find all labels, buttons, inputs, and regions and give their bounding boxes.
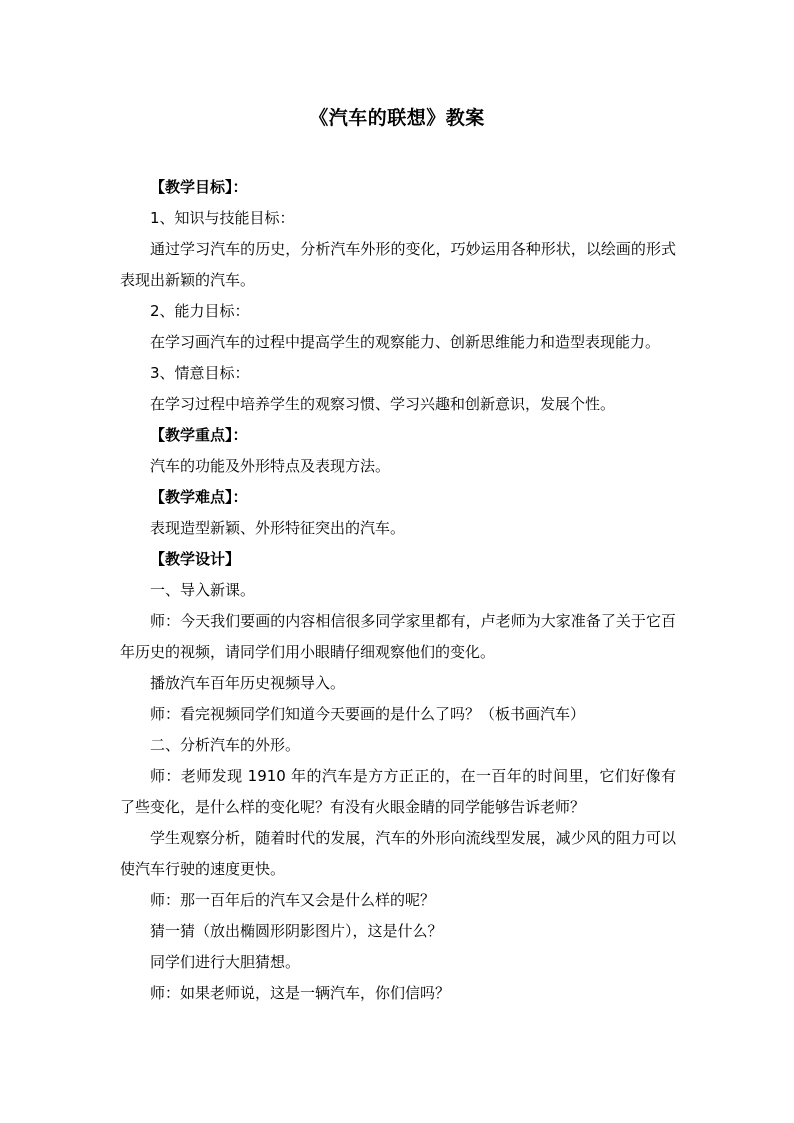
paragraph: 一、导入新课。: [150, 581, 256, 599]
paragraph: 师：如果老师说，这是一辆汽车，你们信吗？: [150, 984, 451, 1002]
section-heading-key-points: 【教学重点】：: [150, 426, 248, 444]
document-body: [120, 172, 676, 1009]
paragraph: 表现造型新颖、外形特征突出的汽车。: [150, 519, 406, 537]
paragraph: 汽车的功能及外形特点及表现方法。: [150, 457, 391, 475]
paragraph: 播放汽车百年历史视频导入。: [150, 674, 346, 692]
paragraph: 师：看完视频同学们知道今天要画的是什么了吗？（板书画汽车）: [150, 705, 586, 723]
section-heading-difficulties: 【教学难点】：: [150, 488, 248, 506]
paragraph: 师：今天我们要画的内容相信很多同学家里都有，卢老师为大家准备了关于它百年历史的视频，请同学们用小眼睛仔细观察他们的变化。: [120, 612, 676, 661]
paragraph: 在学习画汽车的过程中提高学生的观察能力、创新思维能力和造型表现能力。: [150, 333, 661, 351]
paragraph: 师：老师发现 1910 年的汽车是方方正正的，在一百年的时间里，它们好像有了些变化，是什么样的变化呢？有没有火眼金睛的同学能够告诉老师？: [120, 767, 676, 816]
paragraph: 同学们进行大胆猜想。: [150, 953, 301, 971]
paragraph: 学生观察分析，随着时代的发展，汽车的外形向流线型发展，减少风的阻力可以使汽车行驶的速度更快。: [120, 829, 676, 878]
paragraph: 3、情意目标：: [150, 364, 250, 382]
section-heading-objectives: 【教学目标】：: [150, 178, 248, 196]
paragraph: 通过学习汽车的历史，分析汽车外形的变化，巧妙运用各种形状，以绘画的形式表现出新颖的汽车。: [120, 240, 676, 289]
paragraph: 猜一猜（放出椭圆形阴影图片），这是什么？: [150, 922, 443, 940]
paragraph: 二、分析汽车的外形。: [150, 736, 301, 754]
section-heading-design: 【教学设计】: [150, 550, 241, 568]
paragraph: 2、能力目标：: [150, 302, 250, 320]
paragraph: 1、知识与技能目标：: [150, 209, 295, 227]
paragraph: 师：那一百年后的汽车又会是什么样的呢？: [150, 891, 436, 909]
document-title: 《汽车的联想》教案: [309, 107, 485, 129]
paragraph: 在学习过程中培养学生的观察习惯、学习兴趣和创新意识，发展个性。: [150, 395, 616, 413]
